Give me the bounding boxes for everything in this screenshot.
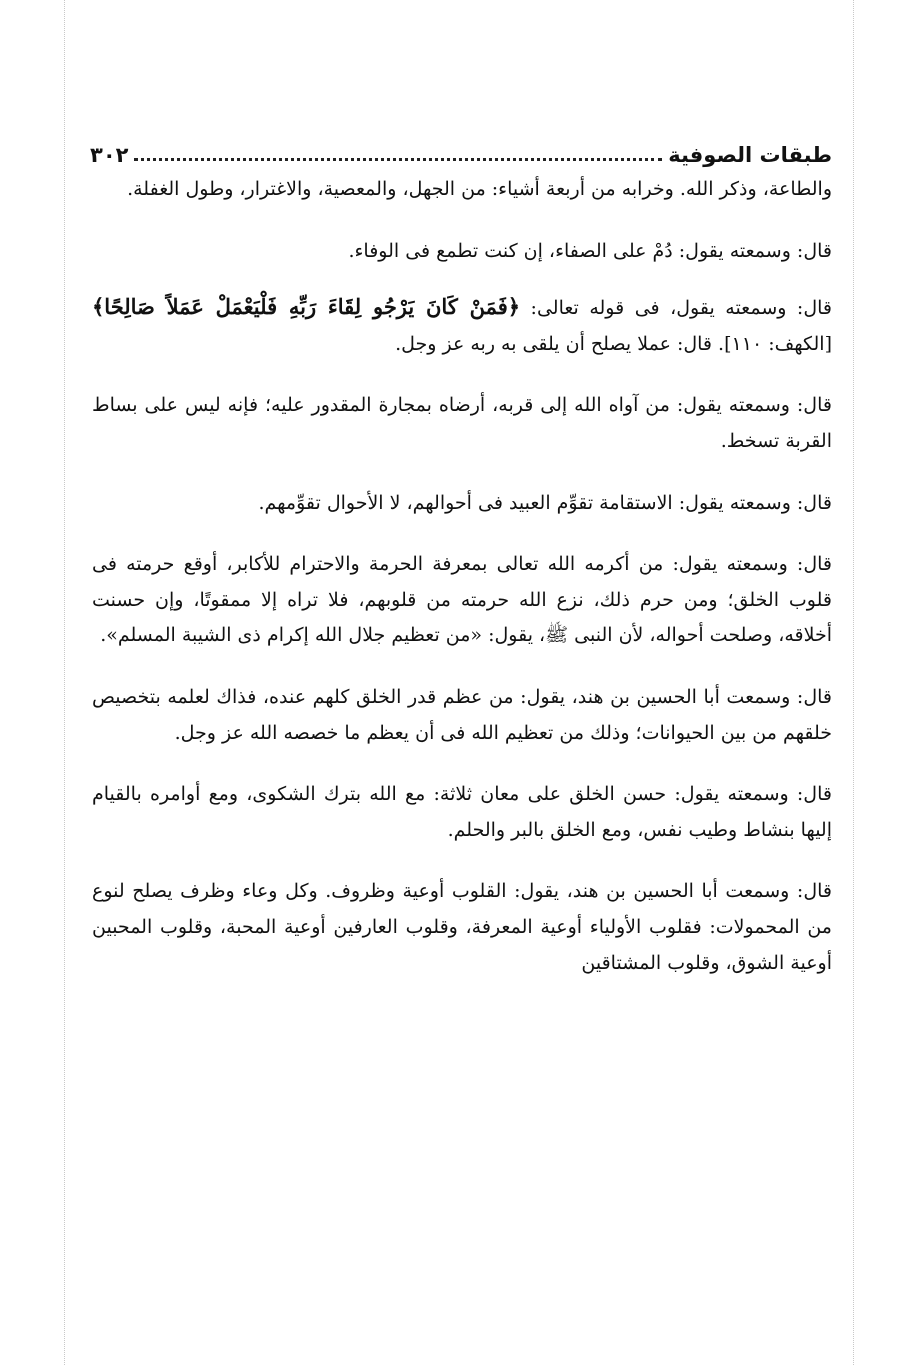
page-number: ٣٠٢ — [90, 143, 129, 167]
paragraph-3-quran — [92, 289, 832, 362]
paragraph-3-outro: . قال: عملا يصلح أن يلقى به ربه عز وجل. — [395, 332, 725, 355]
paragraph-4: قال: وسمعته يقول: من آواه الله إلى قربه، أرضاه بمجارة المقدور عليه؛ فإنه ليس على بساط القربة تسخط. — [92, 394, 832, 452]
paragraph-3-intro: قال: وسمعته يقول، فى قوله تعالى: — [520, 297, 832, 320]
dotted-leader — [134, 158, 662, 161]
paragraph-1: والطاعة، وذكر الله. وخرابه من أربعة أشياء: من الجهل، والمعصية، والاغترار، وطول الغفلة. — [127, 178, 832, 200]
paragraph-5: قال: وسمعته يقول: الاستقامة تقوِّم العبيد فى أحوالهم، لا الأحوال تقوِّمهم. — [258, 491, 832, 514]
paragraph-8: قال: وسمعته يقول: حسن الخلق على معان ثلاثة: مع الله بترك الشكوى، ومع أوامره بالقيام إليها بنشاط وطيب نفس، ومع الخلق بالبر والحلم. — [92, 783, 832, 841]
main-text — [92, 172, 832, 981]
quran-verse: ﴿فَمَنْ كَانَ يَرْجُو لِقَاءَ رَبِّهِ فَلْيَعْمَلْ عَمَلاً صَالِحًا﴾ — [92, 294, 521, 320]
verse-reference: [الكهف: ١١٠] — [724, 332, 832, 355]
paragraph-7: قال: وسمعت أبا الحسين بن هند، يقول: من عظم قدر الخلق كلهم عنده، فذاك لعلمه بتخصيص خلقهم من بين الحيوانات؛ وذلك من تعظيم الله فى أن يعظم ما خصصه الله عز وجل. — [92, 685, 832, 744]
paragraph-2: قال: وسمعته يقول: دُمْ على الصفاء، إن كنت تطمع فى الوفاء. — [348, 239, 832, 262]
paragraph-6: قال: وسمعته يقول: من أكرمه الله تعالى بمعرفة الحرمة والاحترام للأكابر، أوقع حرمته فى قلوب الخلق؛ ومن حرم ذلك، نزع الله حرمته من قلوبهم، فلا تراه إلا ممقوتًا، وإن حسنت أخلاقه، وصلحت أحواله، لأن النبى ﷺ، يقول: «من تعظيم جلال الله إكرام ذى الشيبة المسلم». — [92, 553, 832, 647]
running-header — [90, 138, 832, 172]
scan-guide-line-left — [64, 0, 65, 1365]
paragraph-9: قال: وسمعت أبا الحسين بن هند، يقول: القلوب أوعية وظروف. وكل وعاء وظرف يصلح لنوع من المحمولات: فقلوب الأولياء أوعية المعرفة، وقلوب العارفين أوعية المحبة، وقلوب المحبين أوعية الشوق، وقلوب المشتاقين — [92, 880, 832, 974]
scan-guide-line-right — [853, 0, 854, 1365]
book-title: طبقات الصوفية — [668, 143, 832, 167]
